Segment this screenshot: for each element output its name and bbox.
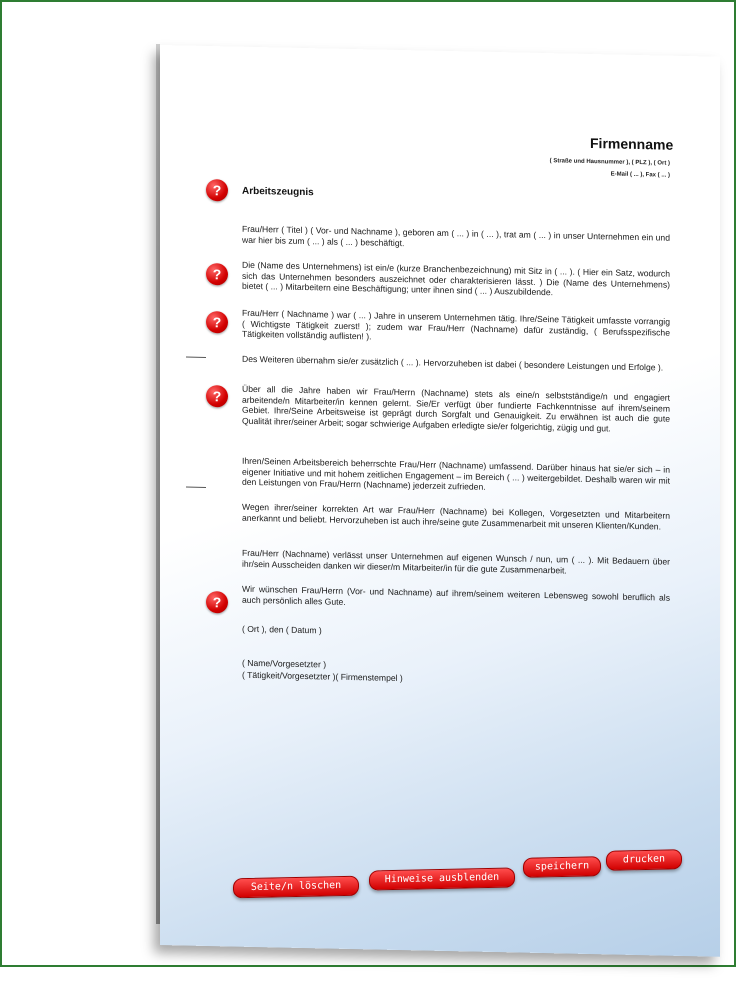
question-mark-icon[interactable]: ? [206,591,228,613]
margin-marker [186,487,206,488]
firm-name: Firmenname [590,135,674,153]
question-mark-icon[interactable]: ? [206,385,228,407]
hide-hints-button[interactable]: Hinweise ausblenden [369,867,515,890]
margin-marker [186,357,206,358]
paragraph-leaving: Frau/Herr (Nachname) verlässt unser Unternehmen auf eigenen Wunsch / nun, um ( ... ). Mit Bedauern über ihr/sein Ausscheiden danken wir dieser/m Mitarbeiter/in für die gute Zusammenarbeit. [242,547,670,576]
paragraph-field: Ihren/Seinen Arbeitsbereich beherrschte Frau/Herr (Nachname) umfassend. Darüber hinaus hat sie/er sich – in eigener Initiative und mit hohem zeitlichen Engagement – im Bereich ( ... ) weitergebildet. Deshalb waren wir mit den Leistungen von Frau/Herrn (Nachname) jederzeit zufrieden. [242,455,670,493]
print-button[interactable]: drucken [606,849,682,871]
paragraph-conduct: Wegen ihrer/seiner korrekten Art war Frau/Herr (Nachname) bei Kollegen, Vorgesetzten und Mitarbeitern anerkannt und beliebt. Hervorzuheben ist auch ihre/seine gute Zusammenarbeit mit unseren Klienten/Kunden. [242,501,670,532]
question-mark-icon[interactable]: ? [206,179,228,201]
paragraph-additional: Des Weiteren übernahm sie/er zusätzlich ( ... ). Hervorzuheben ist dabei ( besondere Leistungen und Erfolge ). [242,353,664,373]
paragraph-duties: Frau/Herr ( Nachname ) war ( ... ) Jahre in unserem Unternehmen tätig. Ihre/Seine Tätigkeit umfasste vorrangig ( Wichtigste Tätigkeit zuerst! ); zudem war Frau/Herr (Nachname) dafür zuständig, ( Berufsspezifische Tätigkeiten vollständig auflisten! ). [242,307,670,342]
save-button[interactable]: speichern [523,856,601,878]
place-date: ( Ort ), den ( Datum ) [242,623,322,636]
paragraph-employment: Frau/Herr ( Titel ) ( Vor- und Nachname ), geboren am ( ... ) in ( ... ), trat am ( ... ) in unser Unternehmen ein und war hier bis zum ( ... ) als ( ... ) beschäftigt. [242,223,670,248]
paragraph-wishes: Wir wünschen Frau/Herrn (Vor- und Nachname) auf ihrem/seinem weiteren Lebensweg sowohl beruflich als auch persönlich alles Gute. [242,583,670,607]
signature-title-stamp: ( Tätigkeit/Vorgesetzter )( Firmenstempel ) [242,669,403,684]
firm-address: ( Straße und Hausnummer ), ( PLZ ), ( Ort ) [549,158,670,167]
paragraph-company: Die (Name des Unternehmens) ist ein/e (kurze Branchenbezeichnung) mit Sitz in ( ... ). ( Hier ein Satz, wodurch sich das Unternehmen besonders auszeichnet oder charakterisieren lässt. ) Die (Name des Unternehmens) bietet ( ... ) Mitarbeitern eine Beschäftigung; unter ihnen sind ( ... ) Auszubildende. [242,259,670,298]
paragraph-evaluation: Über all die Jahre haben wir Frau/Herrn (Nachname) stets als eine/n selbstständige/n und engagiert arbeitende/n Mitarbeiter/in kennen gelernt. Sie/Er verfügt über fundierte Fachkenntnisse auf ihrem/seinem Gebiet. Ihre/Seine Arbeitsweise ist geprägt durch Sorgfalt und Genauigkeit. Zu erwähnen ist auch die gute Qualität ihrer/seiner Arbeit; sogar schwierige Aufgaben erledigte sie/er folgerichtig, zügig und gut. [242,383,670,434]
question-mark-icon[interactable]: ? [206,263,228,285]
firm-contact: E-Mail ( ... ), Fax ( ... ) [610,171,670,179]
document-title: Arbeitszeugnis [242,185,314,199]
delete-pages-button[interactable]: Seite/n löschen [233,876,359,899]
signature-name: ( Name/Vorgesetzter ) [242,657,327,670]
question-mark-icon[interactable]: ? [206,311,228,333]
